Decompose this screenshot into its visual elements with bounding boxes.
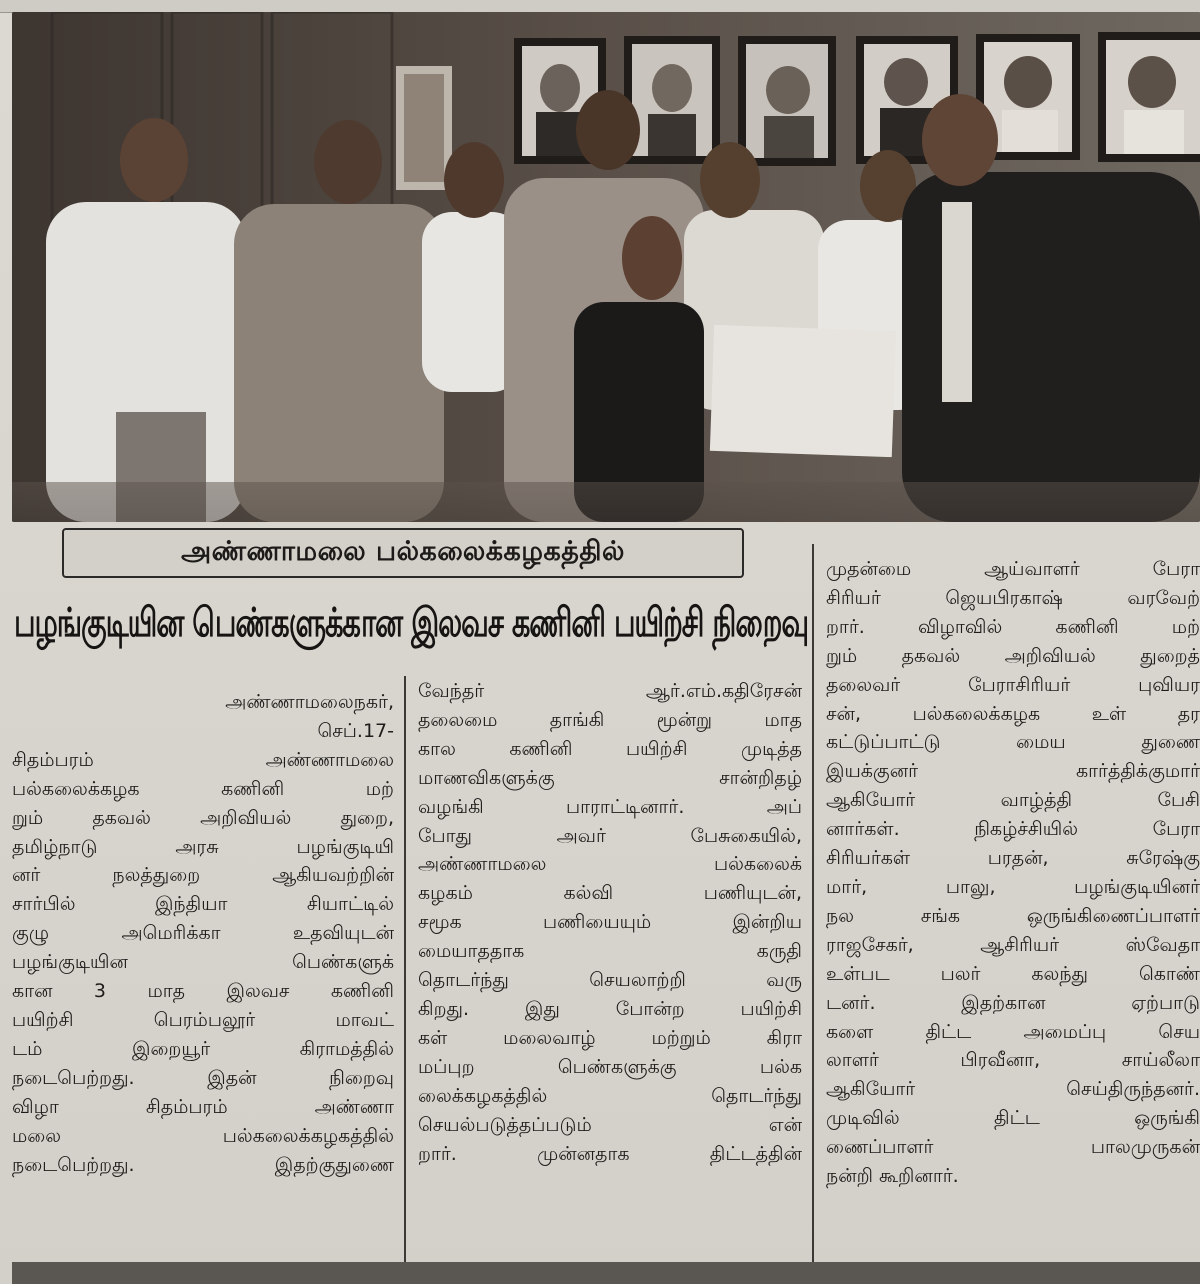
column-line: நன்றி கூறினார். (826, 1165, 959, 1188)
column-line: சன், பல்கலைக்கழக உள் தர (826, 702, 1200, 725)
main-headline (14, 586, 808, 664)
column-line: கால கணினி பயிற்சி முடித்த (418, 737, 802, 760)
article-column-2 (418, 677, 802, 1168)
column-line: களை திட்ட அமைப்பு செய (826, 1020, 1200, 1043)
main-headline-text: பழங்குடியின பெண்களுக்கான இலவச கணினி பயிற்சி நிறைவு (14, 599, 808, 646)
column-line: தொடர்ந்து செயலாற்றி வரு (418, 969, 802, 992)
photo-drawing (12, 12, 1200, 522)
article-column-3 (826, 555, 1200, 1191)
column-line: மார், பாலு, பழங்குடியினர் (826, 875, 1200, 898)
column-line: ஆகியோர் செய்திருந்தனர். (826, 1078, 1200, 1101)
column-line: மையாததாக கருதி (418, 940, 802, 963)
column-line: சிதம்பரம் அண்ணாமலை (12, 748, 394, 771)
column-line: மலை பல்கலைக்கழகத்தில் (12, 1124, 394, 1147)
kicker-box (62, 528, 744, 578)
column-line: லாளர் பிரவீனா, சாய்லீலா (826, 1049, 1200, 1072)
column-line: கான 3 மாத இலவச கணினி (12, 980, 394, 1003)
column-line: சிரியர் ஜெயபிரகாஷ் வரவேற் (826, 586, 1200, 609)
column-line: தலைமை தாங்கி மூன்று மாத (418, 708, 802, 731)
column-line: போது அவர் பேசுகையில், (418, 824, 802, 847)
column-line: ஆகியோர் வாழ்த்தி பேசி (826, 789, 1200, 812)
column-line: உள்பட பலர் கலந்து கொண் (826, 962, 1200, 985)
column-line: கிறது. இது போன்ற பயிற்சி (418, 997, 802, 1020)
article-column-1 (12, 688, 394, 1179)
column-line: குழு அமெரிக்கா உதவியுடன் (12, 922, 394, 945)
dateline-date: செப்.17- (317, 719, 394, 742)
column-line: ராஜசேகர், ஆசிரியர் ஸ்வேதா (826, 933, 1200, 956)
column-line: தமிழ்நாடு அரசு பழங்குடியி (12, 835, 394, 858)
column-line: வழங்கி பாராட்டினார். அப் (418, 795, 802, 818)
column-line: றும் தகவல் அறிவியல் துறை, (12, 806, 394, 829)
column-line: முடிவில் திட்ட ஒருங்கி (826, 1107, 1200, 1130)
column-line: கட்டுப்பாட்டு மைய துணை (826, 731, 1200, 754)
column-line: தலைவர் பேராசிரியர் புவியர (826, 673, 1200, 696)
column-line: பழங்குடியின பெண்களுக் (12, 951, 394, 974)
column-line: கள் மலைவாழ் மற்றும் கிரா (418, 1026, 802, 1049)
column-line: கழகம் கல்வி பணியுடன், (418, 882, 802, 905)
column-line: வேந்தர் ஆர்.எம்.கதிரேசன் (418, 680, 802, 702)
column-line: முதன்மை ஆய்வாளர் பேரா (826, 558, 1200, 580)
column-line: செயல்படுத்தப்படும் என் (418, 1113, 802, 1136)
column-line: சிரியர்கள் பரதன், சுரேஷ்கு (826, 847, 1200, 870)
column-line: அண்ணாமலை பல்கலைக் (418, 853, 802, 876)
column-line: நல சங்க ஒருங்கிணைப்பாளர் (826, 904, 1200, 927)
column-line: னர் நலத்துறை ஆகியவற்றின் (12, 864, 394, 887)
column-rule (812, 544, 814, 1262)
column-line: ணைப்பாளர் பாலமுருகன் (826, 1136, 1200, 1159)
kicker-headline: அண்ணாமலை பல்கலைக்கழகத்தில் (181, 535, 625, 567)
column-line: பயிற்சி பெரம்பலூர் மாவட் (12, 1008, 394, 1031)
dateline-place: அண்ணாமலைநகர், (225, 691, 394, 713)
column-line: லைக்கழகத்தில் தொடர்ந்து (418, 1084, 802, 1107)
column-line: பல்கலைக்கழக கணினி மற் (12, 777, 394, 800)
column-rule (404, 676, 406, 1262)
next-photo-edge (12, 1262, 1200, 1284)
column-line: நடைபெற்றது. இதன் நிறைவு (12, 1066, 394, 1089)
news-photo (12, 12, 1200, 522)
column-line: சமூக பணியையும் இன்றிய (418, 911, 802, 934)
column-line: றும் தகவல் அறிவியல் துறைத் (826, 644, 1200, 667)
column-line: சார்பில் இந்தியா சியாட்டில் (12, 893, 394, 916)
column-line: இயக்குனர் கார்த்திக்குமார் (826, 760, 1200, 783)
column-line: விழா சிதம்பரம் அண்ணா (12, 1095, 394, 1118)
column-line: றார். விழாவில் கணினி மற் (826, 615, 1200, 638)
column-line: னார்கள். நிகழ்ச்சியில் பேரா (826, 818, 1200, 841)
column-line: டனர். இதற்கான ஏற்பாடு (826, 991, 1200, 1014)
column-line: டம் இறையூர் கிராமத்தில் (12, 1037, 394, 1060)
column-line: மாணவிகளுக்கு சான்றிதழ் (418, 766, 802, 789)
column-line: றார். முன்னதாக திட்டத்தின் (418, 1142, 802, 1165)
column-line: நடைபெற்றது. இதற்குதுணை (12, 1153, 394, 1176)
column-line: மப்புற பெண்களுக்கு பல்க (418, 1055, 802, 1078)
